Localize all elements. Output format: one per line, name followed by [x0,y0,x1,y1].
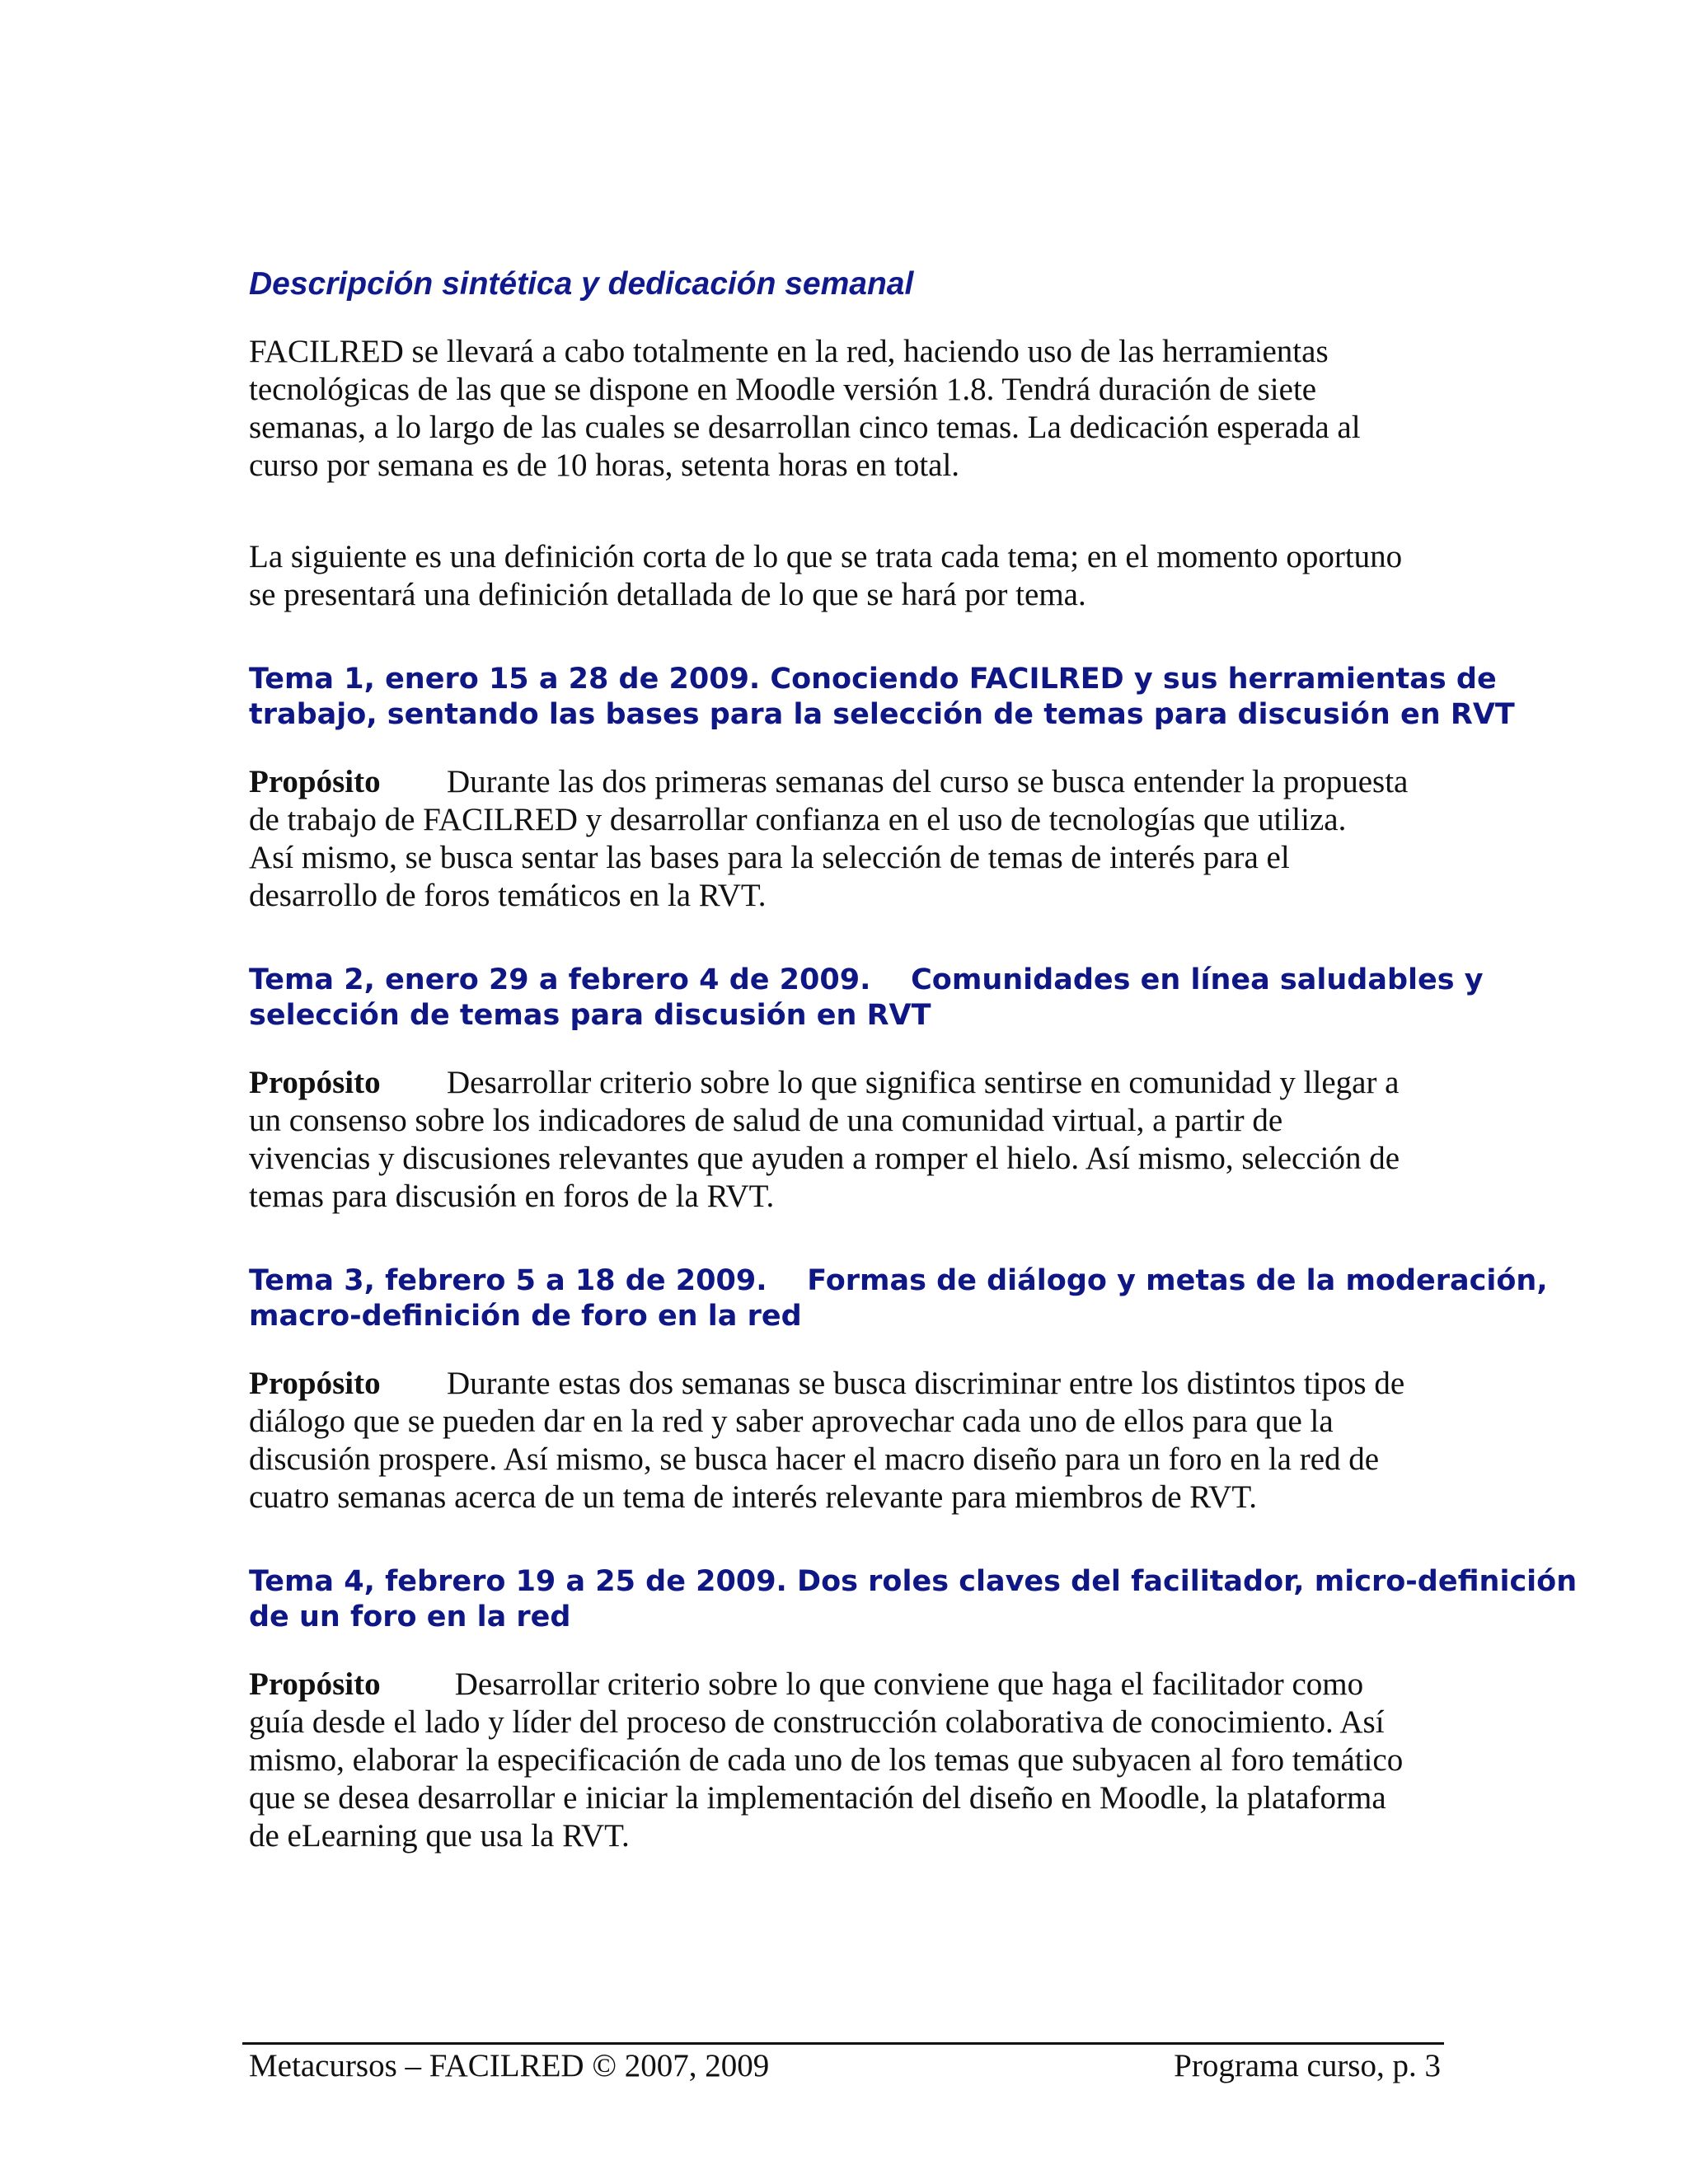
topic-title-line: trabajo, sentando las bases para la selección de temas para discusión en RVT [249,698,1515,731]
footer-left-text: Metacursos – FACILRED © 2007, 2009 [249,2048,770,2083]
topic-purpose [249,1666,1444,1855]
text-line: FACILRED se llevará a cabo totalmente en la red, haciendo uso de las herramientas [249,334,1329,369]
text-line: Así mismo, se busca sentar las bases para la selección de temas de interés para el [249,840,1290,875]
topic-purpose [249,1064,1444,1216]
text-line: vivencias y discusiones relevantes que ayuden a romper el hielo. Así mismo, selección de [249,1141,1400,1176]
purpose-first-line [249,763,1444,801]
purpose-first-line [249,1666,1444,1704]
topic-1 [249,662,1515,915]
topic-4 [249,1564,1578,1855]
text-line: Desarrollar criterio sobre lo que conviene que haga el facilitador como [447,1666,1364,1702]
text-line: de eLearning que usa la RVT. [249,1818,630,1854]
text-line: diálogo que se pueden dar en la red y saber aprovechar cada uno de ellos para que la [249,1404,1334,1439]
purpose-first-line [249,1064,1444,1102]
footer-page-number: Programa curso, p. 3 [1174,2048,1441,2083]
topic-title [249,963,1484,1033]
text-line: tecnológicas de las que se dispone en Moodle versión 1.8. Tendrá duración de siete [249,372,1317,407]
purpose-label: Propósito [249,1666,381,1702]
text-line: guía desde el lado y líder del proceso de construcción colaborativa de conocimiento. Así [249,1704,1385,1740]
intro-paragraph-2 [249,538,1444,614]
text-line: desarrollo de foros temáticos en la RVT. [249,878,767,913]
topic-2 [249,963,1484,1216]
purpose-first-line [249,1365,1444,1403]
purpose-label: Propósito [249,1366,381,1401]
text-line: mismo, elaborar la especificación de cada uno de los temas que subyacen al foro temático [249,1742,1404,1778]
page-content [249,262,1578,1855]
text-line: curso por semana es de 10 horas, setenta horas en total. [249,448,960,483]
intro-block [249,333,1444,614]
text-line: Durante las dos primeras semanas del curso se busca entender la propuesta [447,764,1409,799]
topic-title-line: Tema 4, febrero 19 a 25 de 2009. Dos roles claves del facilitador, micro-definición [249,1565,1578,1598]
section-title: Descripción sintética y dedicación semanal [249,266,914,302]
topic-3 [249,1263,1548,1516]
topic-purpose [249,763,1444,915]
topic-title [249,662,1515,733]
text-line: La siguiente es una definición corta de lo que se trata cada tema; en el momento oportuno [249,539,1403,574]
text-line: semanas, a lo largo de las cuales se desarrollan cinco temas. La dedicación esperada al [249,410,1361,445]
text-line: que se desea desarrollar e iniciar la implementación del diseño en Moodle, la plataforma [249,1780,1386,1816]
topic-title-line: Tema 3, febrero 5 a 18 de 2009. Formas de diálogo y metas de la moderación, [249,1264,1548,1297]
topic-title-line: selección de temas para discusión en RVT [249,999,931,1032]
topic-title-line: Tema 1, enero 15 a 28 de 2009. Conociendo FACILRED y sus herramientas de [249,663,1497,696]
intro-paragraph-1 [249,333,1444,485]
text-line: Desarrollar criterio sobre lo que significa sentirse en comunidad y llegar a [447,1065,1400,1100]
text-line: se presentará una definición detallada de lo que se hará por tema. [249,577,1086,612]
topic-purpose [249,1365,1444,1516]
text-line: de trabajo de FACILRED y desarrollar confianza en el uso de tecnologías que utiliza. [249,802,1347,837]
purpose-label: Propósito [249,1065,381,1100]
topic-title-line: Tema 2, enero 29 a febrero 4 de 2009. Comunidades en línea saludables y [249,963,1484,996]
footer-divider [242,2042,1444,2045]
topic-title-line: de un foro en la red [249,1601,571,1633]
text-line: discusión prospere. Así mismo, se busca hacer el macro diseño para un foro en la red de [249,1441,1380,1477]
text-line: un consenso sobre los indicadores de salud de una comunidad virtual, a partir de [249,1103,1283,1138]
topic-title-line: macro-definición de foro en la red [249,1300,802,1333]
text-line: Durante estas dos semanas se busca discriminar entre los distintos tipos de [447,1366,1405,1401]
purpose-label: Propósito [249,764,381,799]
topic-title [249,1564,1578,1635]
page-footer [249,2047,1441,2085]
topic-title [249,1263,1548,1334]
text-line: temas para discusión en foros de la RVT. [249,1179,775,1214]
text-line: cuatro semanas acerca de un tema de interés relevante para miembros de RVT. [249,1479,1257,1515]
